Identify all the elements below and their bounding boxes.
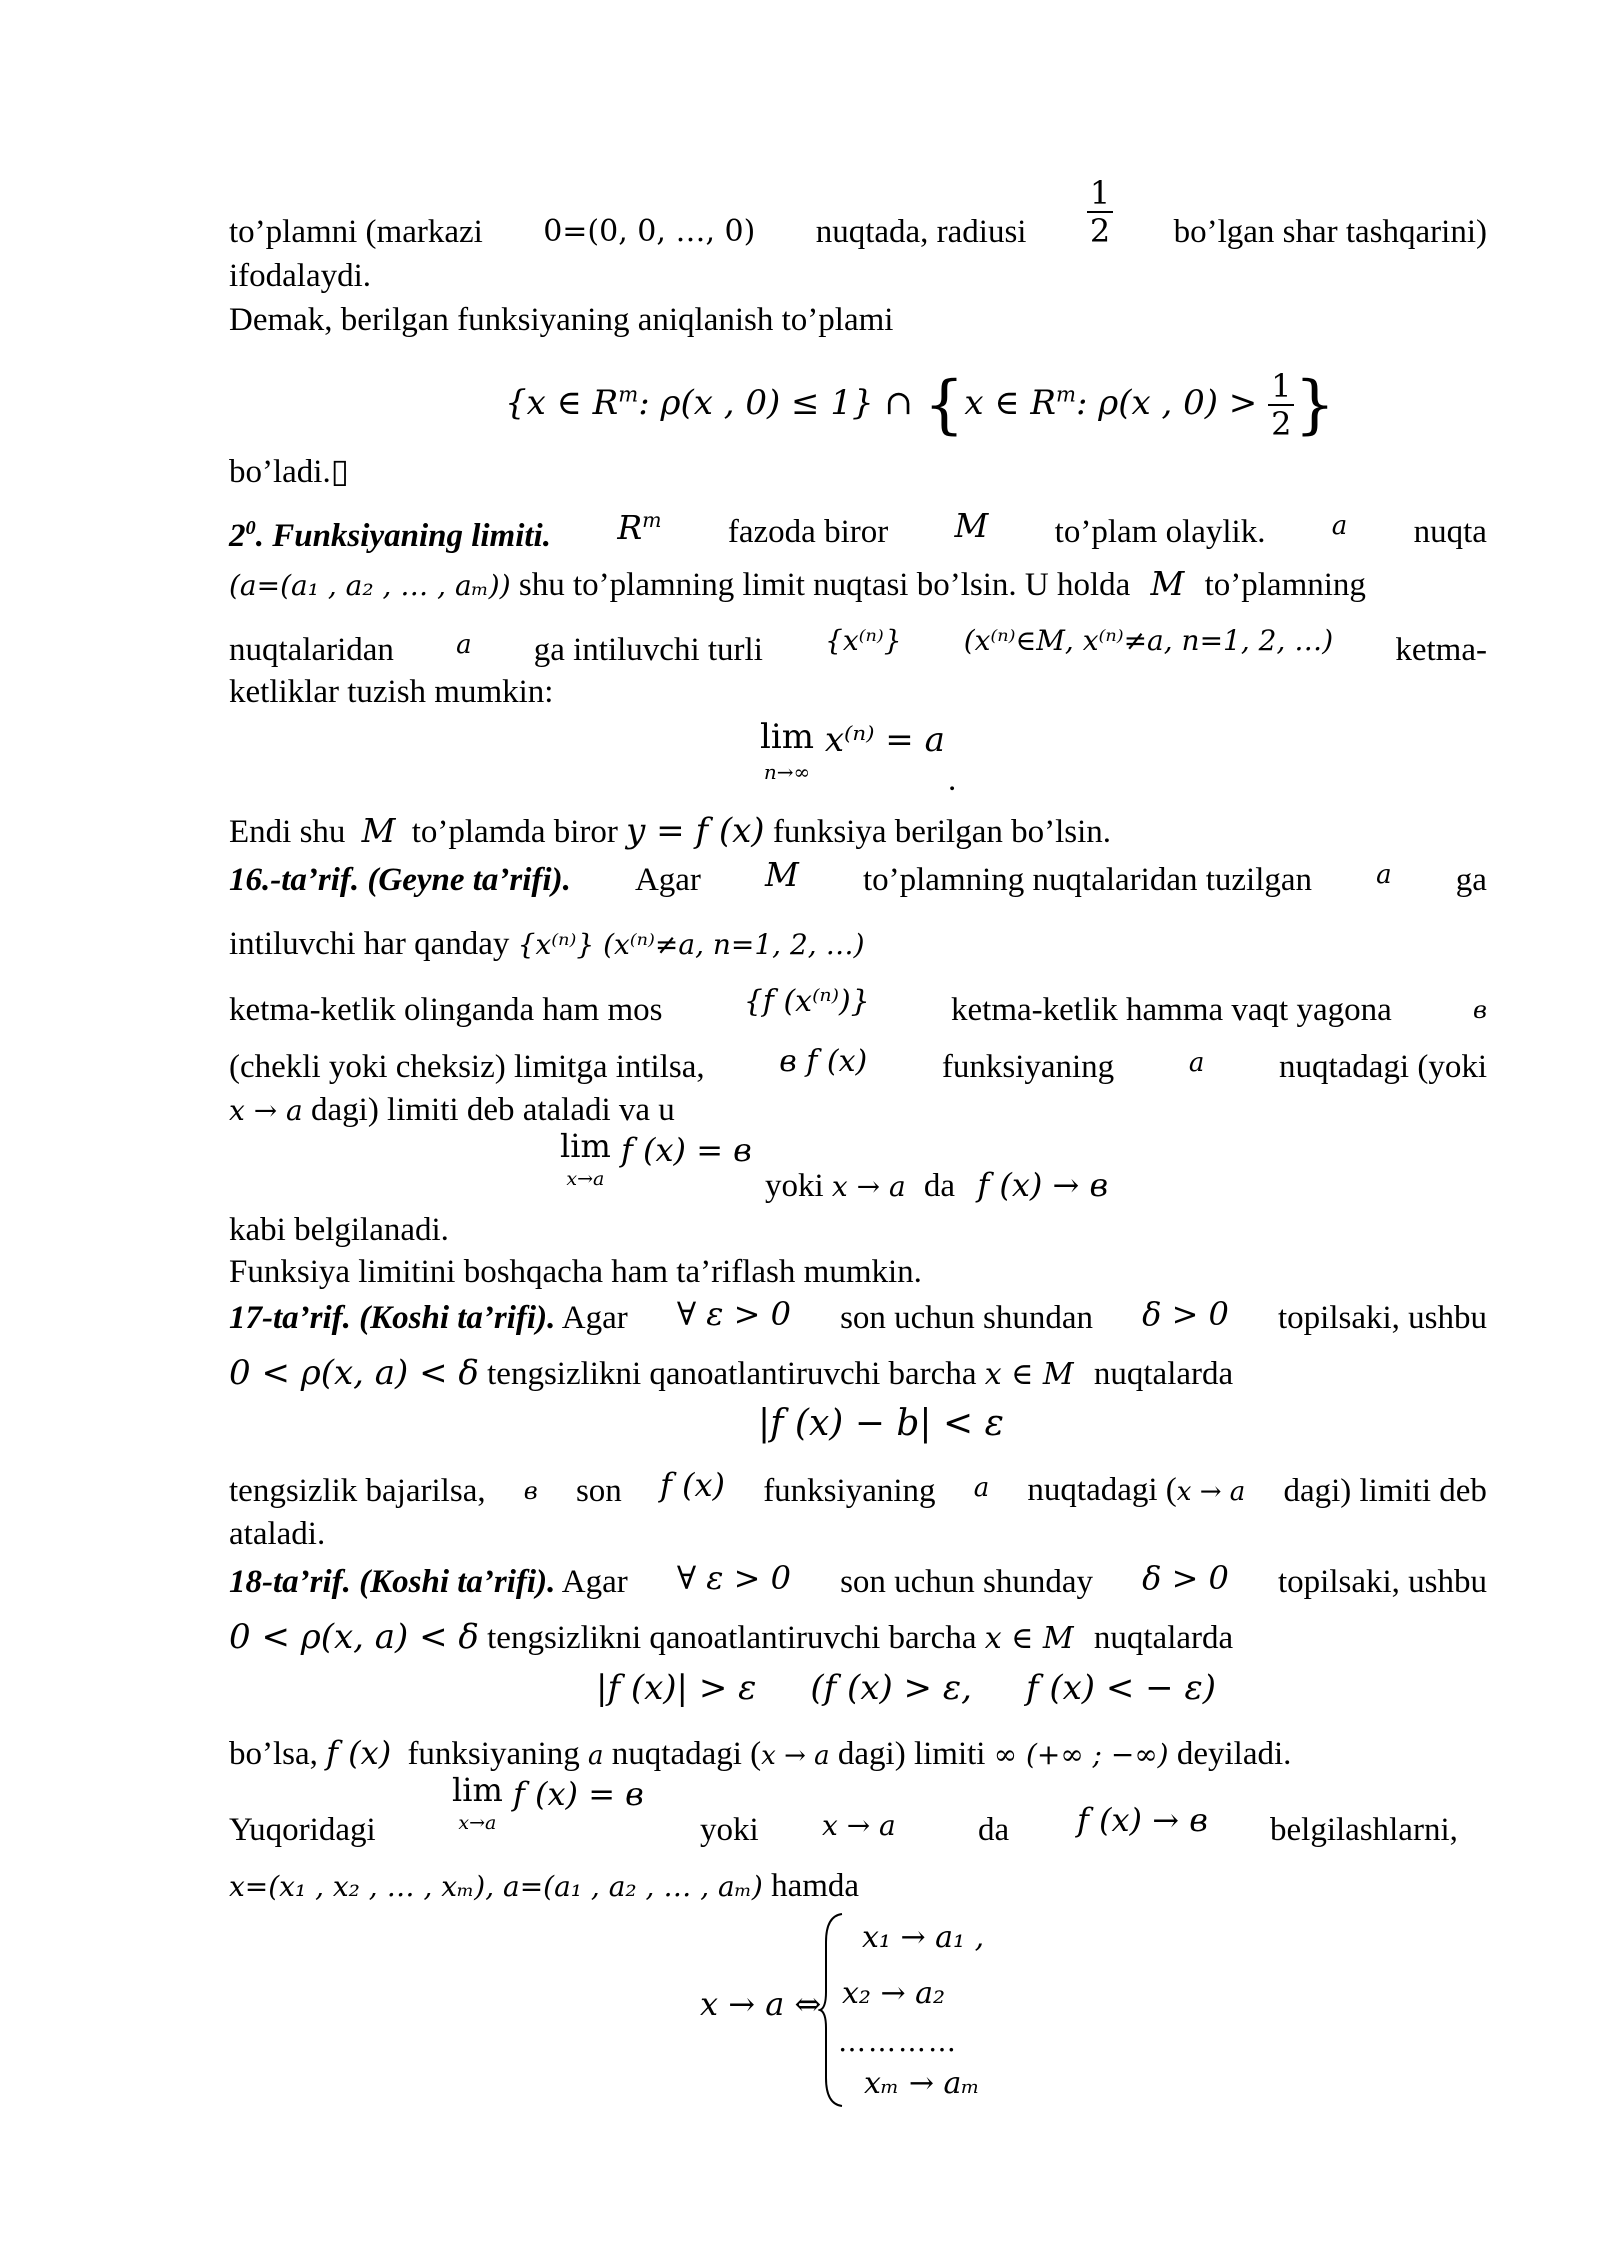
paragraph-line-16: kabi belgilanadi. (229, 1212, 449, 1248)
definition-16-title: 16.-ta’rif. (Geyne ta’rifi). (229, 862, 571, 898)
formula-f-to-b: f (x) → в (1077, 1801, 1208, 1839)
paragraph-line-3: Demak, berilgan funksiyaning aniqlanish to’plami (229, 302, 894, 338)
formula-domain-intersection: {x ∈ $R^m$: ρ(x , 0) ≤ 1} ∩ {x ∈ $R^m$: ρ(x , 0) > $\frac{1}{2}$ } (505, 367, 1336, 443)
system-line-2: x₂ → a₂ (842, 1976, 946, 2011)
paragraph-line-1 (229, 174, 1487, 252)
text: nuqtada, radiusi (815, 214, 1027, 250)
formula-system-lhs: x → a ⇔ (700, 1985, 822, 2023)
paragraph-line-13: (chekli yoki cheksiz) limitga intilsa, в f (x) funksiyaning a nuqtadagi (yoki (229, 1044, 1487, 1085)
text: bo’lgan shar tashqarini) (1173, 214, 1487, 250)
paragraph-line-27d: belgilashlarni, (1270, 1812, 1458, 1848)
paragraph-line-22: ataladi. (229, 1516, 326, 1552)
definition-18-title: 18-ta’rif. (Koshi ta’rifi). (229, 1564, 556, 1600)
paragraph-line-7: nuqtalaridan a ga intiluvchi turli {x⁽ⁿ⁾} (x⁽ⁿ⁾∈M, x⁽ⁿ⁾≠a, n=1, 2, …) ketma- (229, 624, 1487, 668)
formula-center-zero: 0=(0, 0, …, 0) (543, 214, 756, 249)
formula-x-to-a: x → a (822, 1809, 896, 1842)
formula-function-limit: lim x→a f (x) = в (560, 1127, 752, 1190)
section-heading-line: $2^0$. Funksiyaning limiti. $R^m$ fazoda biror M to’plam olaylik. a nuqta (229, 506, 1487, 554)
paragraph-line-4: bo’ladi.▯ (229, 454, 349, 490)
system-line-3: ………… (838, 2025, 958, 2058)
paragraph-line-6: (a=(a₁ , a₂ , … , aₘ)) shu to’plamning limit nuqtasi bo’lsin. U holda M to’plamning (229, 564, 1366, 603)
system-line-1: x₁ → a₁ , (862, 1920, 985, 1955)
system-line-4: xₘ → aₘ (864, 2066, 980, 2101)
text: to’plamni (markazi (229, 214, 483, 250)
paragraph-line-2: ifodalaydi. (229, 258, 372, 294)
formula-one-half: $\frac{1}{2}$ (1087, 177, 1113, 247)
paragraph-line-17: Funksiya limitini boshqacha ham ta’riflash mumkin. (229, 1254, 922, 1290)
paragraph-line-19: 0 < ρ(x, a) < δ tengsizlikni qanoatlantiruvchi barcha x ∈ M nuqtalarda (229, 1353, 1234, 1393)
paragraph-line-12: ketma-ketlik olinganda ham mos {f (x⁽ⁿ⁾)} ketma-ketlik hamma vaqt yagona в (229, 984, 1487, 1028)
paragraph-line-26: bo’lsa, f (x) funksiyaning a nuqtadagi (x → a dagi) limiti ∞ (+∞ ; −∞) deyiladi. (229, 1734, 1292, 1772)
paragraph-line-9: Endi shu M to’plamda biror y = f (x) funksiya berilgan bo’lsin. (229, 811, 1112, 851)
end-proof-box: ▯ (330, 454, 349, 490)
section-title: $2^0$. Funksiyaning limiti. (229, 517, 551, 554)
paragraph-line-27c: da (978, 1812, 1010, 1848)
formula-infinite-limit: |f (x)| > ε (f (x) > ε, f (x) < − ε) (596, 1668, 1216, 1708)
paragraph-line-14: x → a dagi) limiti deb ataladi va u (229, 1092, 675, 1128)
paragraph-line-8: ketliklar tuzish mumkin: (229, 674, 554, 710)
formula-limit-notation: lim x→a f (x) = в (452, 1771, 644, 1834)
formula-or-line: yoki x → a da f (x) → в (765, 1166, 1109, 1204)
formula-sequence-limit: lim n→∞ x⁽ⁿ⁾ = a (760, 717, 945, 784)
definition-17-line: 17-ta’rif. (Koshi ta’rifi). Agar ∀ ε > 0 son uchun shundan δ > 0 topilsaki, ushbu (229, 1295, 1487, 1336)
paragraph-line-28: x=(x₁ , x₂ , … , xₘ), a=(a₁ , a₂ , … , aₘ) hamda (229, 1868, 860, 1904)
paragraph-line-11: intiluvchi har qanday {x⁽ⁿ⁾} (x⁽ⁿ⁾≠a, n=1, 2, …) (229, 926, 865, 962)
formula-abs-difference: |f (x) − b| < ε (758, 1403, 1004, 1444)
definition-16-line: 16.-ta’rif. (Geyne ta’rifi). Agar M to’plamning nuqtalaridan tuzilgan a ga (229, 855, 1487, 898)
definition-17-title: 17-ta’rif. (Koshi ta’rifi). (229, 1300, 556, 1336)
paragraph-line-24: 0 < ρ(x, a) < δ tengsizlikni qanoatlantiruvchi barcha x ∈ M nuqtalarda (229, 1617, 1234, 1657)
definition-18-line: 18-ta’rif. (Koshi ta’rifi). Agar ∀ ε > 0 son uchun shunday δ > 0 topilsaki, ushbu (229, 1559, 1487, 1600)
paragraph-line-27a: Yuqoridagi (229, 1812, 376, 1848)
paragraph-line-27b: yoki (700, 1812, 759, 1848)
paragraph-line-21: tengsizlik bajarilsa, в son f (x) funksiyaning a nuqtadagi (x → a dagi) limiti deb (229, 1466, 1487, 1509)
formula-period: . (948, 762, 957, 798)
